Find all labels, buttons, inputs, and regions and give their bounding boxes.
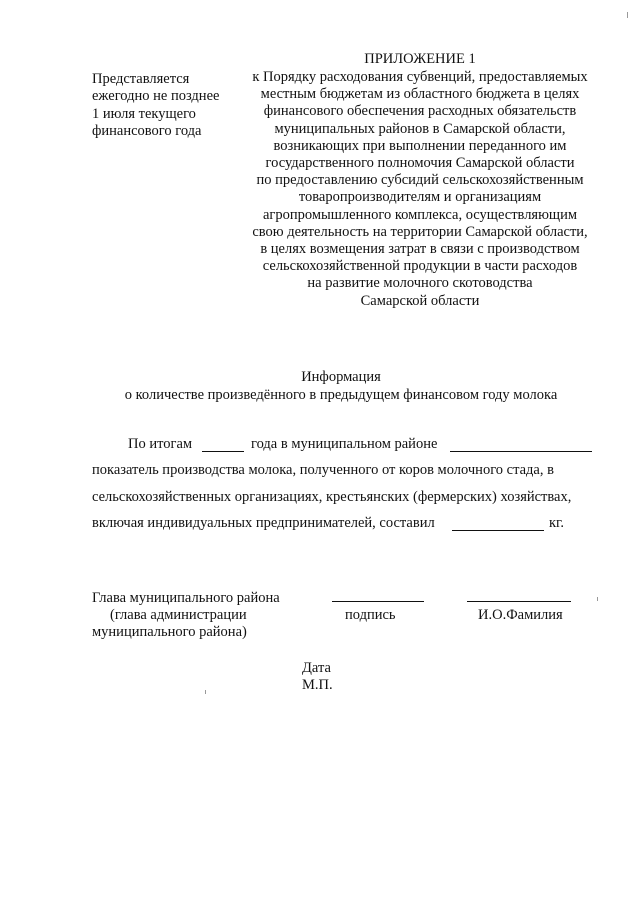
appendix-line: сельскохозяйственной продукции в части расходов: [262, 258, 578, 275]
scan-speck: [627, 12, 628, 18]
appendix-line: товаропроизводителям и организациям: [298, 189, 542, 206]
body-line-1-start: По итогам: [128, 436, 193, 452]
appendix-line: финансового обеспечения расходных обязательств: [263, 103, 577, 120]
scan-speck: [205, 690, 206, 694]
district-blank: [450, 451, 592, 452]
scan-speck: [597, 597, 598, 601]
document-subtitle: о количестве произведённого в предыдущем финансовом году молока: [124, 387, 558, 403]
name-line: [467, 601, 571, 602]
year-blank: [202, 451, 244, 452]
signatory-role-line-3: муниципального района): [92, 624, 247, 640]
body-line-2: показатель производства молока, полученного от коров молочного стада, в: [92, 462, 554, 478]
document-title: Информация: [301, 369, 381, 385]
appendix-line: по предоставлению субсидий сельскохозяйственным: [256, 172, 584, 189]
appendix-description: [252, 69, 587, 310]
appendix-line: к Порядку расходования субвенций, предоставляемых: [252, 69, 588, 85]
appendix-title: ПРИЛОЖЕНИЕ 1: [364, 51, 476, 67]
stamp-label: М.П.: [302, 677, 333, 693]
signature-caption: подпись: [345, 607, 396, 623]
submission-note-line: финансового года: [92, 122, 202, 139]
appendix-line: государственного полномочия Самарской области: [265, 155, 575, 172]
unit-label: кг.: [549, 515, 564, 531]
signatory-role-line-1: Глава муниципального района: [92, 590, 280, 606]
submission-note-line: Представляется: [92, 71, 190, 87]
submission-note-line: ежегодно не позднее: [92, 88, 220, 105]
appendix-line: в целях возмещения затрат в связи с производством: [260, 241, 580, 258]
appendix-line: Самарской области: [360, 292, 480, 309]
appendix-line: свою деятельность на территории Самарской области,: [252, 223, 588, 240]
appendix-line: возникающих при выполнении переданного им: [273, 137, 567, 154]
body-line-4: включая индивидуальных предпринимателей, составил: [92, 515, 435, 531]
name-caption: И.О.Фамилия: [478, 607, 563, 623]
signatory-role-line-2: (глава администрации: [110, 607, 247, 623]
appendix-line: муниципальных районов в Самарской области,: [274, 120, 566, 137]
amount-blank: [452, 530, 544, 531]
submission-note: [92, 71, 219, 140]
submission-note-line: 1 июля текущего: [92, 105, 196, 122]
signature-line: [332, 601, 424, 602]
appendix-line: местным бюджетам из областного бюджета в целях: [260, 86, 580, 103]
body-line-1-middle: года в муниципальном районе: [251, 436, 438, 452]
date-label: Дата: [302, 660, 331, 676]
appendix-line: на развитие молочного скотоводства: [307, 275, 533, 292]
appendix-line: агропромышленного комплекса, осуществляющим: [262, 206, 578, 223]
body-line-3: сельскохозяйственных организациях, крестьянских (фермерских) хозяйствах,: [92, 489, 572, 505]
